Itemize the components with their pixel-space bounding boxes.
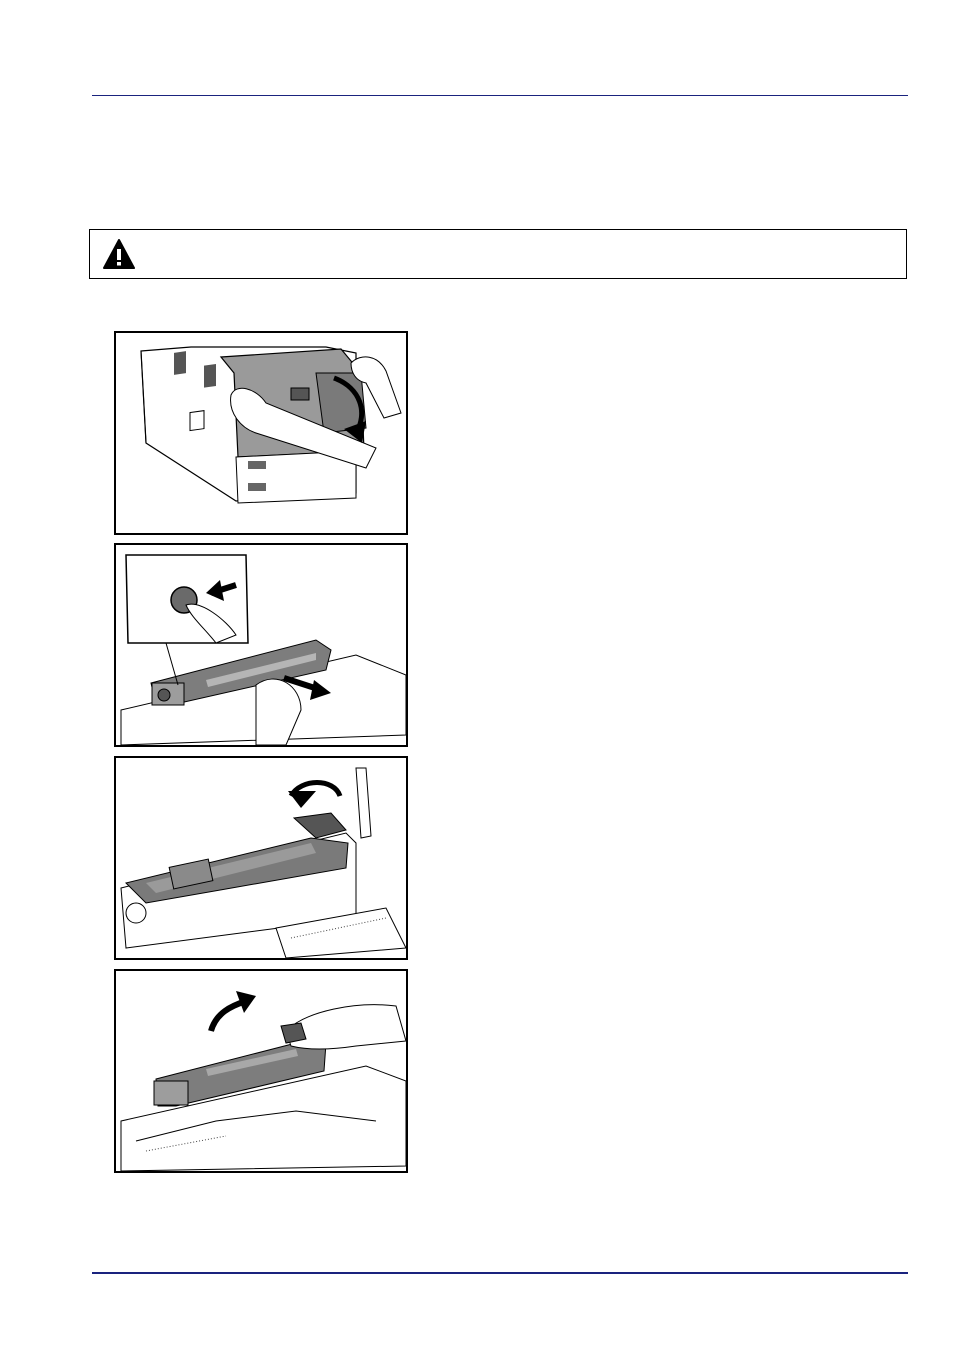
arrow-curved-down-icon — [288, 791, 316, 808]
figure-press-lock-pull-out-box — [114, 543, 408, 747]
figure-close-box-cap — [114, 756, 408, 960]
figure-open-front-cover — [114, 331, 408, 535]
footer-rule — [92, 1272, 908, 1274]
figure-lift-out-box — [114, 969, 408, 1173]
warning-triangle-icon — [102, 238, 136, 270]
illustration-lift-out-box — [116, 971, 406, 1171]
caution-box — [89, 229, 907, 279]
header-rule — [92, 95, 908, 96]
illustration-pull-out-box — [116, 545, 406, 745]
illustration-open-front-cover — [116, 333, 406, 533]
illustration-close-cap — [116, 758, 406, 958]
